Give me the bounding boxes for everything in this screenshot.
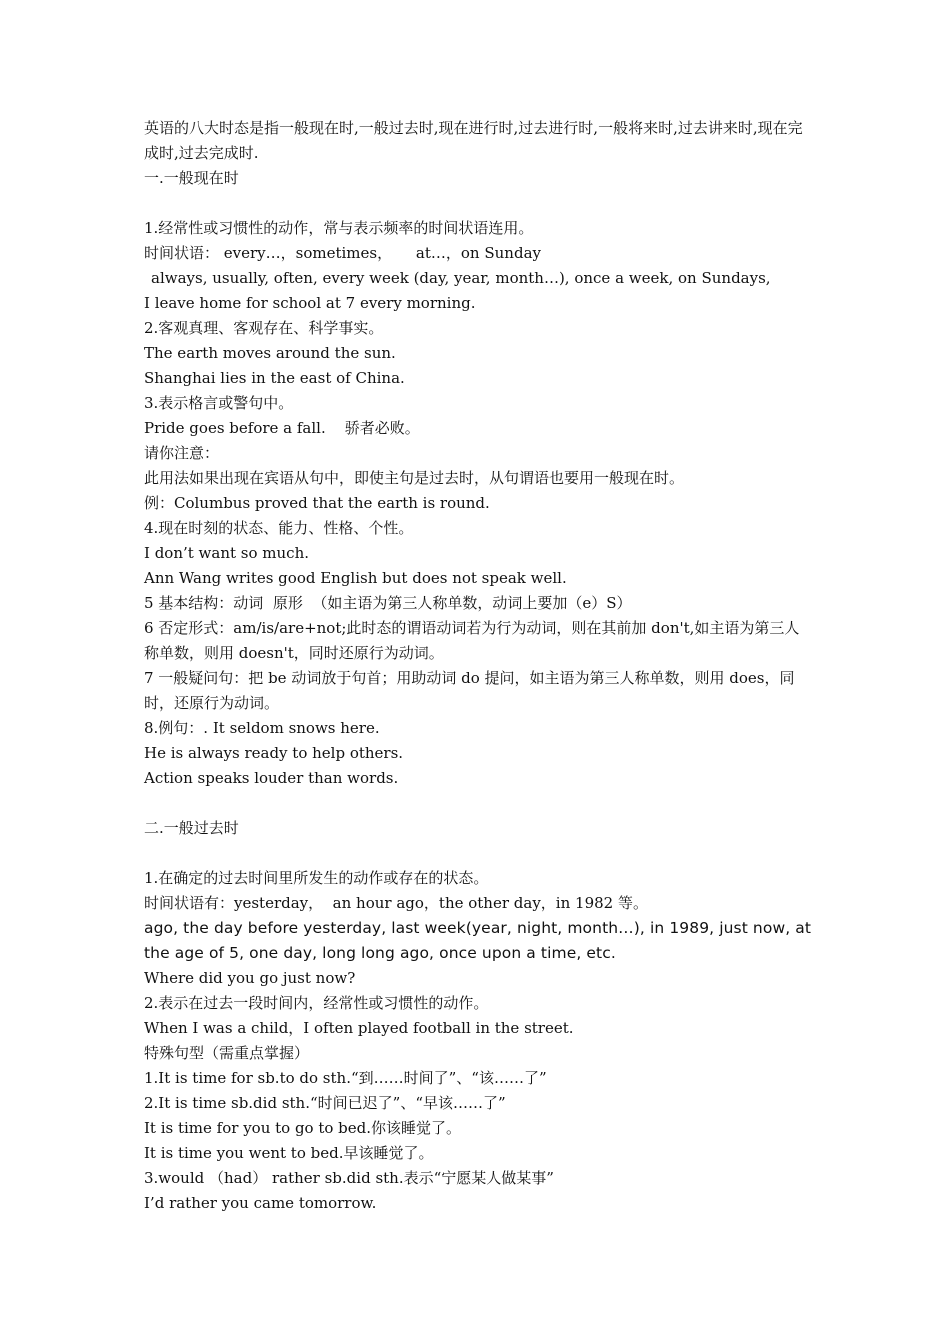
document-body bbox=[144, 116, 817, 1216]
s1-example-7: He is always ready to help others. bbox=[144, 744, 404, 762]
s2-pattern-2: 2.It is time sb.did sth.“时间已迟了”、“早该……了” bbox=[144, 1094, 506, 1112]
s1-example-2: The earth moves around the sun. bbox=[144, 344, 396, 362]
s1-point-2: 2.客观真理、客观存在、科学事实。 bbox=[144, 319, 384, 337]
s1-note-label: 请你注意： bbox=[144, 444, 220, 462]
s1-example-1: I leave home for school at 7 every morning. bbox=[144, 294, 476, 312]
s2-pattern-1: 1.It is time for sb.to do sth.“到……时间了”、“该……了” bbox=[144, 1069, 547, 1087]
s2-special-patterns: 特殊句型（需重点掌握） bbox=[144, 1044, 310, 1062]
s2-example-1: Where did you go just now? bbox=[144, 969, 356, 987]
s1-example-5: I don’t want so much. bbox=[144, 544, 309, 562]
s2-example-2: When I was a child，I often played football in the street. bbox=[144, 1019, 574, 1037]
s1-example-8: Action speaks louder than words. bbox=[144, 769, 399, 787]
s1-point-7: 7 一般疑问句：把 be 动词放于句首；用助动词 do 提问，如主语为第三人称单数，则用 does，同时，还原行为动词。 bbox=[144, 669, 795, 712]
s2-point-1: 1.在确定的过去时间里所发生的动作或存在的状态。 bbox=[144, 869, 489, 887]
s2-pattern-3: 3.would （had） rather sb.did sth.表示“宁愿某人做某事” bbox=[144, 1169, 554, 1187]
section-1-title: 一.一般现在时 bbox=[144, 169, 239, 187]
s1-note-example: 例：Columbus proved that the earth is round. bbox=[144, 494, 490, 512]
s1-adverbials: 时间状语： every…，sometimes， at…，on Sunday bbox=[144, 244, 541, 262]
blank-line bbox=[144, 791, 814, 816]
s2-adverbials: 时间状语有：yesterday， an hour ago，the other day，in 1982 等。 bbox=[144, 894, 648, 912]
s1-example-4: Pride goes before a fall. 骄者必败。 bbox=[144, 419, 420, 437]
s2-example-3: It is time for you to go to bed.你该睡觉了。 bbox=[144, 1119, 462, 1137]
s1-point-6: 6 否定形式：am/is/are+not;此时态的谓语动词若为行为动词，则在其前加 don't,如主语为第三人称单数，则用 doesn't，同时还原行为动词。 bbox=[144, 619, 800, 662]
blank-line bbox=[144, 191, 814, 216]
section-2-title: 二.一般过去时 bbox=[144, 819, 239, 837]
s2-adverbials-2: ago, the day before yesterday, last week(year, night, month…), in 1989, just now, at the age of 5, one day, long long ago, once upon a time, etc. bbox=[144, 919, 817, 962]
s1-point-1: 1.经常性或习惯性的动作，常与表示频率的时间状语连用。 bbox=[144, 219, 534, 237]
s1-point-5: 5 基本结构：动词 原形 （如主语为第三人称单数，动词上要加（e）S） bbox=[144, 594, 632, 612]
s1-example-3: Shanghai lies in the east of China. bbox=[144, 369, 405, 387]
intro-paragraph: 英语的八大时态是指一般现在时,一般过去时,现在进行时,过去进行时,一般将来时,过去讲来时,现在完成时,过去完成时. bbox=[144, 119, 803, 162]
s1-point-8: 8.例句：. It seldom snows here. bbox=[144, 719, 380, 737]
s1-point-3: 3.表示格言或警句中。 bbox=[144, 394, 294, 412]
s1-point-4: 4.现在时刻的状态、能力、性格、个性。 bbox=[144, 519, 414, 537]
s2-point-2: 2.表示在过去一段时间内，经常性或习惯性的动作。 bbox=[144, 994, 489, 1012]
s2-example-4: It is time you went to bed.早该睡觉了。 bbox=[144, 1144, 434, 1162]
s1-example-6: Ann Wang writes good English but does not speak well. bbox=[144, 569, 567, 587]
s2-example-5: I’d rather you came tomorrow. bbox=[144, 1194, 377, 1212]
s1-note-text: 此用法如果出现在宾语从句中，即使主句是过去时，从句谓语也要用一般现在时。 bbox=[144, 469, 685, 487]
blank-line bbox=[144, 841, 814, 866]
s1-adverbials-2: always, usually, often, every week (day, year, month…), once a week, on Sundays, bbox=[151, 269, 771, 287]
